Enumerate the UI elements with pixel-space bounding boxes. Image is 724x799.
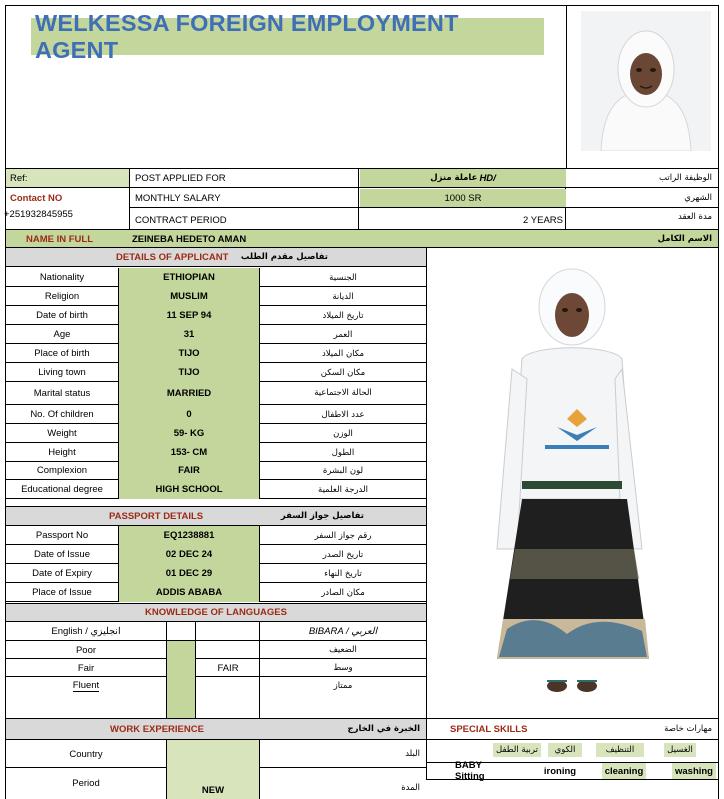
skill-ar-3: [596, 743, 644, 757]
post-value-cell: [360, 169, 566, 187]
detail-value: TIJO: [178, 348, 200, 359]
detail-ar-cell: [260, 443, 426, 462]
detail-label-cell: [6, 443, 118, 462]
period-ar-cell: [567, 208, 718, 226]
detail-label-cell: [6, 325, 118, 344]
details-header-ar: تفاصيل مقدم الطلب: [240, 252, 328, 262]
work-header-ar-cell: [280, 718, 420, 740]
detail-ar: تاريخ الميلاد: [322, 310, 364, 321]
language-label: Fluent: [72, 680, 100, 691]
detail-label-cell: [6, 268, 118, 287]
passport-value: 01 DEC 29: [165, 568, 213, 579]
detail-value: FAIR: [178, 465, 200, 476]
passport-label-cell: [6, 545, 118, 564]
passport-value: ADDIS ABABA: [155, 587, 223, 598]
detail-ar-cell: [260, 424, 426, 443]
contact-label: Contact NO: [10, 192, 63, 204]
ref-label-cell: [6, 169, 129, 187]
salary-ar-cell: [567, 189, 718, 207]
phone-cell: [2, 207, 129, 221]
detail-label: Educational degree: [21, 484, 103, 495]
passport-value-cell: [118, 526, 260, 545]
period-value-cell: [360, 211, 566, 229]
period-value: 2 YEARS: [523, 214, 563, 226]
detail-label: Nationality: [39, 272, 85, 283]
skill-ar-ironing: الكوي: [554, 745, 576, 755]
language-level-cell: [196, 641, 260, 659]
detail-value: 153- CM: [170, 447, 208, 458]
detail-label: Marital status: [33, 387, 91, 399]
detail-value-cell: [118, 443, 260, 462]
detail-ar: الوزن: [333, 428, 353, 439]
detail-label-cell: [6, 480, 118, 499]
work-period-value-cell: [166, 768, 260, 799]
detail-value: 11 SEP 94: [166, 310, 212, 321]
passport-ar: مكان الصادر: [321, 587, 365, 598]
detail-ar-cell: [260, 405, 426, 424]
language-ar: ممتاز: [333, 681, 353, 691]
detail-ar-cell: [260, 306, 426, 325]
detail-value: MUSLIM: [170, 291, 208, 302]
language-level-cell: [196, 677, 260, 695]
detail-ar-cell: [260, 287, 426, 306]
detail-label: Religion: [44, 291, 80, 302]
language-level-cell: [196, 659, 260, 677]
skill-en-washing: washing: [674, 765, 713, 777]
name-label-cell: [26, 230, 126, 248]
passport-value-cell: [118, 583, 260, 602]
country-value-cell: [166, 740, 260, 768]
detail-value-cell: [118, 306, 260, 325]
work-period-value: NEW: [201, 785, 225, 796]
detail-ar-cell: [260, 325, 426, 344]
portrait-photo-frame: [566, 5, 719, 168]
detail-ar: عدد الاطفال: [321, 409, 365, 420]
detail-value-cell: [118, 363, 260, 382]
work-period-label: Period: [72, 778, 100, 789]
detail-ar: الحالة الاجتماعية: [314, 388, 372, 398]
languages-header: [6, 603, 426, 622]
post-ar-cell: [567, 169, 718, 187]
skill-ar-2: [548, 743, 582, 757]
detail-ar: لون البشرة: [322, 465, 364, 476]
name-value: ZEINEBA HEDETO AMAN: [132, 233, 247, 245]
detail-label: Height: [48, 447, 76, 458]
arabic-label: BIBARA / العربي: [308, 626, 378, 637]
skills-header-ar: مهارات خاصة: [664, 724, 712, 734]
detail-ar-cell: [260, 363, 426, 382]
detail-value: 31: [183, 329, 195, 340]
arabic-label-cell: [260, 622, 426, 641]
salary-value-cell: [360, 189, 566, 207]
country-label-cell: [6, 740, 166, 768]
english-label-cell: [6, 622, 166, 641]
detail-ar: الجنسية: [329, 272, 357, 283]
language-label: Poor: [75, 644, 97, 656]
full-body-photo: [427, 249, 718, 718]
detail-value-cell: [118, 344, 260, 363]
detail-ar: الدرجة العلمية: [318, 484, 368, 495]
english-label: English / انجليزي: [51, 626, 121, 637]
detail-value: HIGH SCHOOL: [155, 484, 223, 495]
detail-label: Living town: [38, 367, 86, 378]
detail-label-cell: [6, 424, 118, 443]
details-header-text: DETAILS OF APPLICANT: [116, 251, 229, 263]
language-ar-cell: [260, 659, 426, 677]
detail-value-cell: [118, 480, 260, 499]
details-header: [6, 248, 426, 267]
period-ar: مدة العقد: [678, 212, 712, 222]
full-body-photo-frame: [427, 249, 718, 718]
skill-en-2-cell: [538, 763, 582, 779]
contact-label-cell: [6, 189, 129, 207]
detail-label-cell: [6, 405, 118, 424]
phone-value: +251932845955: [4, 208, 73, 220]
name-ar: الاسم الكامل: [657, 234, 712, 244]
passport-ar: تاريخ النهاء: [324, 568, 362, 579]
skill-en-ironing: ironing: [543, 765, 577, 777]
passport-label: Date of Issue: [34, 549, 90, 560]
skill-en-4-cell: [672, 763, 716, 779]
detail-value-cell: [118, 268, 260, 287]
detail-ar-cell: [260, 344, 426, 363]
detail-value-cell: [118, 461, 260, 480]
name-value-cell: [132, 230, 432, 248]
work-header-ar: الخبرة في الخارج: [347, 724, 420, 734]
language-label-cell: [6, 641, 166, 659]
name-label: NAME IN FULL: [26, 233, 94, 245]
passport-ar-cell: [260, 564, 426, 583]
post-value-ar: عاملة منزل: [430, 173, 478, 183]
work-header-text: WORK EXPERIENCE: [110, 723, 204, 735]
detail-ar: الديانة: [332, 291, 354, 302]
detail-ar: مكان السكن: [320, 367, 366, 378]
detail-ar: مكان الميلاد: [321, 348, 365, 359]
salary-label: MONTHLY SALARY: [135, 192, 221, 204]
detail-label-cell: [6, 461, 118, 480]
skill-ar-4: [664, 743, 696, 757]
passport-header-text: PASSPORT DETAILS: [109, 510, 204, 522]
name-ar-cell: [560, 230, 718, 248]
languages-header-text: KNOWLEDGE OF LANGUAGES: [145, 607, 287, 618]
skills-header-text-cell: [450, 718, 570, 740]
detail-ar: العمر: [333, 329, 353, 340]
salary-label-cell: [131, 189, 358, 207]
language-ar: وسط: [333, 663, 353, 673]
language-label: Fair: [77, 662, 95, 674]
language-level: FAIR: [217, 662, 239, 674]
period-label-cell: [131, 211, 358, 229]
salary-value: 1000 SR: [444, 192, 482, 204]
work-period-ar: المدة: [401, 782, 420, 793]
detail-label: Date of birth: [36, 310, 88, 321]
passport-header-ar: تفاصيل جواز السفر: [280, 511, 364, 521]
passport-header: [6, 506, 426, 526]
page-title: [31, 9, 544, 63]
detail-label: No. Of children: [30, 409, 94, 420]
detail-value-cell: [118, 405, 260, 424]
detail-label-cell: [6, 287, 118, 306]
detail-value-cell: [118, 424, 260, 443]
language-label-cell: [6, 677, 166, 695]
skill-ar-1: [493, 743, 541, 757]
detail-value: TIJO: [178, 367, 200, 378]
detail-label-cell: [6, 306, 118, 325]
detail-ar-cell: [260, 461, 426, 480]
detail-label-cell: [6, 381, 118, 405]
passport-label: Place of Issue: [32, 587, 92, 598]
detail-label-cell: [6, 363, 118, 382]
detail-label: Complexion: [36, 465, 88, 476]
detail-label-cell: [6, 344, 118, 363]
post-label-cell: [131, 169, 358, 187]
detail-value: 0: [186, 409, 192, 420]
divider: [166, 622, 196, 641]
period-row-label-cell: [6, 768, 166, 799]
passport-ar-cell: [260, 583, 426, 602]
detail-ar-cell: [260, 268, 426, 287]
language-label-cell: [6, 659, 166, 677]
passport-ar: رقم جواز السفر: [314, 530, 372, 541]
work-period-ar-cell: [260, 768, 426, 799]
page-title-text: WELKESSA FOREIGN EMPLOYMENT AGENT: [35, 9, 459, 63]
passport-label: Date of Expiry: [32, 568, 92, 579]
skills-header-text: SPECIAL SKILLS: [450, 723, 528, 735]
detail-ar-cell: [260, 480, 426, 499]
post-value-en: HD/: [479, 172, 496, 184]
detail-value: 59- KG: [173, 428, 205, 439]
detail-ar-cell: [260, 381, 426, 405]
country-ar: البلد: [405, 749, 420, 759]
detail-value-cell: [118, 381, 260, 405]
salary-ar: الشهري: [684, 193, 712, 203]
skill-en-3-cell: [602, 763, 646, 779]
passport-value-cell: [118, 564, 260, 583]
skill-ar-babysitting: تربية الطفل: [496, 745, 538, 755]
language-ar-cell: [260, 641, 426, 659]
passport-value: EQ1238881: [163, 530, 215, 541]
skill-ar-cleaning: التنظيف: [605, 745, 635, 755]
lang-green-col: [166, 641, 196, 719]
passport-label-cell: [6, 526, 118, 545]
period-label: CONTRACT PERIOD: [135, 214, 227, 226]
detail-value-cell: [118, 287, 260, 306]
ref-label: Ref:: [10, 172, 28, 184]
skill-ar-washing: الغسيل: [667, 745, 693, 755]
skill-en-cleaning: cleaning: [604, 765, 644, 777]
portrait-photo: [581, 11, 711, 151]
post-ar: الوظيفة الراتب: [659, 173, 712, 183]
detail-label: Place of birth: [34, 348, 90, 359]
passport-ar-cell: [260, 545, 426, 564]
skill-en-1-cell: [455, 760, 513, 782]
passport-label: Passport No: [35, 530, 89, 541]
detail-label: Weight: [47, 428, 77, 439]
detail-label: Age: [53, 329, 71, 340]
detail-value: MARRIED: [166, 387, 212, 399]
work-header-text-cell: [110, 718, 260, 740]
detail-ar: الطول: [331, 447, 355, 458]
passport-label-cell: [6, 564, 118, 583]
language-ar: الضعيف: [329, 645, 357, 655]
post-label: POST APPLIED FOR: [135, 172, 226, 184]
language-ar-cell: [260, 677, 426, 695]
country-ar-cell: [260, 740, 426, 768]
passport-ar: تاريخ الصدر: [322, 549, 364, 560]
country-label: Country: [69, 748, 103, 760]
skills-header-ar-cell: [600, 718, 718, 740]
detail-value: ETHIOPIAN: [163, 272, 215, 283]
passport-value-cell: [118, 545, 260, 564]
skill-en-babysitting: BABY Sitting: [455, 760, 485, 782]
passport-label-cell: [6, 583, 118, 602]
passport-ar-cell: [260, 526, 426, 545]
passport-value: 02 DEC 24: [165, 549, 213, 560]
detail-value-cell: [118, 325, 260, 344]
